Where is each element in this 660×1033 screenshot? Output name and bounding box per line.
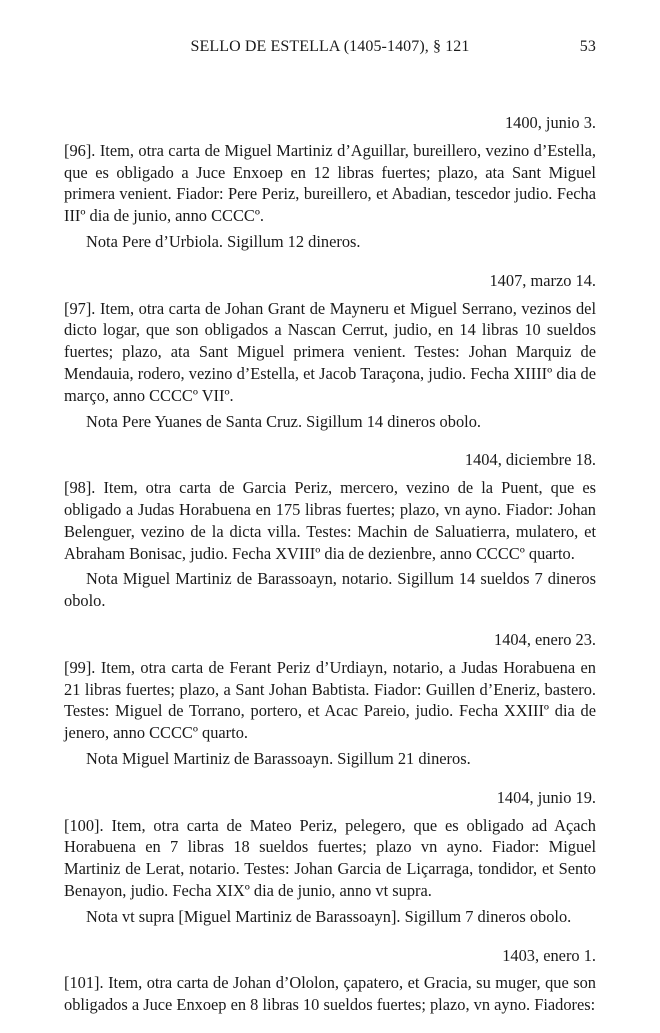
running-header	[64, 38, 596, 60]
entry-body: [100]. Item, otra carta de Mateo Periz, pelegero, que es obligado ad Açach Horabuena en 7 libras 18 sueldos fuertes; plazo vn ayno. Fiador: Miguel Martiniz de Lerat, notario. Testes: Johan Garcia de Liçarraga, tondidor, et Sento Benayon, judio. Fecha XIXº dia de junio, anno vt supra.	[64, 815, 596, 900]
entry-note: Nota Pere Yuanes de Santa Cruz. Sigillum 14 dineros obolo.	[86, 411, 481, 431]
entry-note: Nota Miguel Martiniz de Barassoayn. Sigillum 21 dineros.	[86, 748, 471, 768]
entry-body: [97]. Item, otra carta de Johan Grant de Mayneru et Miguel Serrano, vezinos del dicto logar, que son obligados a Nascan Cerrut, judio, en 14 libras 10 sueldos fuertes; plazo, ata Sant Miguel primera venient. Testes: Johan Marquiz de Mendauia, rodero, vezino d’Estella, et Jacob Taraçona, judio. Fecha XIIIIº dia de março, anno CCCCº VIIº.	[64, 298, 596, 405]
entry-date: 1403, enero 1.	[502, 945, 596, 965]
running-title: SELLO DE ESTELLA (1405-1407), § 121	[190, 38, 470, 55]
entry-date: 1404, enero 23.	[494, 629, 596, 649]
entry-97	[64, 270, 596, 433]
entry-note: Nota vt supra [Miguel Martiniz de Barassoayn]. Sigillum 7 dineros obolo.	[86, 906, 572, 926]
entry-date: 1404, diciembre 18.	[464, 450, 596, 470]
entry-date: 1404, junio 19.	[496, 787, 596, 807]
entry-99	[64, 629, 596, 770]
page-number: 53	[579, 38, 596, 55]
entry-body: [96]. Item, otra carta de Miguel Martiniz d’Aguillar, bureillero, vezino d’Estella, que es obligado a Juce Enxoep en 12 libras fuertes; plazo, ata Sant Miguel primera venient. Fiador: Pere Periz, bureillero, et Abadian, tescedor judio. Fecha IIIº dia de junio, anno CCCCº.	[64, 140, 596, 226]
entry-body: [99]. Item, otra carta de Ferant Periz d’Urdiayn, notario, a Judas Horabuena en 21 libras fuertes; plazo, a Sant Johan Babtista. Fiador: Guillen d’Eneriz, bastero. Testes: Miguel de Torrano, portero, et Acac Pareio, judio. Fecha XXIIIº dia de jenero, anno CCCCº quarto.	[64, 657, 596, 743]
entry-body: [101]. Item, otra carta de Johan d’Ololon, çapatero, et Gracia, su muger, que son obligados a Juce Enxoep en 8 libras 10 sueldos fuertes; plazo, vn ayno. Fiadores:	[64, 973, 596, 1015]
entry-body: [98]. Item, otra carta de Garcia Periz, mercero, vezino de la Puent, que es obligado a Judas Horabuena en 175 libras fuertes; plazo, vn ayno. Fiador: Johan Belenguer, vezino de la dicta villa. Testes: Machin de Saluatierra, mulatero, et Abraham Bonisac, judio. Fecha XVIIIº dia de dezienbre, anno CCCCº quarto.	[64, 478, 596, 563]
entry-100	[64, 787, 596, 928]
entry-note: Nota Miguel Martiniz de Barassoayn, notario. Sigillum 14 sueldos 7 dineros obolo.	[64, 569, 596, 611]
entry-note: Nota Pere d’Urbiola. Sigillum 12 dineros.	[86, 231, 361, 251]
entry-date: 1400, junio 3.	[504, 113, 596, 132]
entries-list	[64, 112, 596, 1033]
entry-98	[64, 449, 596, 612]
entry-96	[64, 112, 596, 253]
entry-101	[64, 945, 596, 1016]
entry-date: 1407, marzo 14.	[489, 270, 596, 290]
